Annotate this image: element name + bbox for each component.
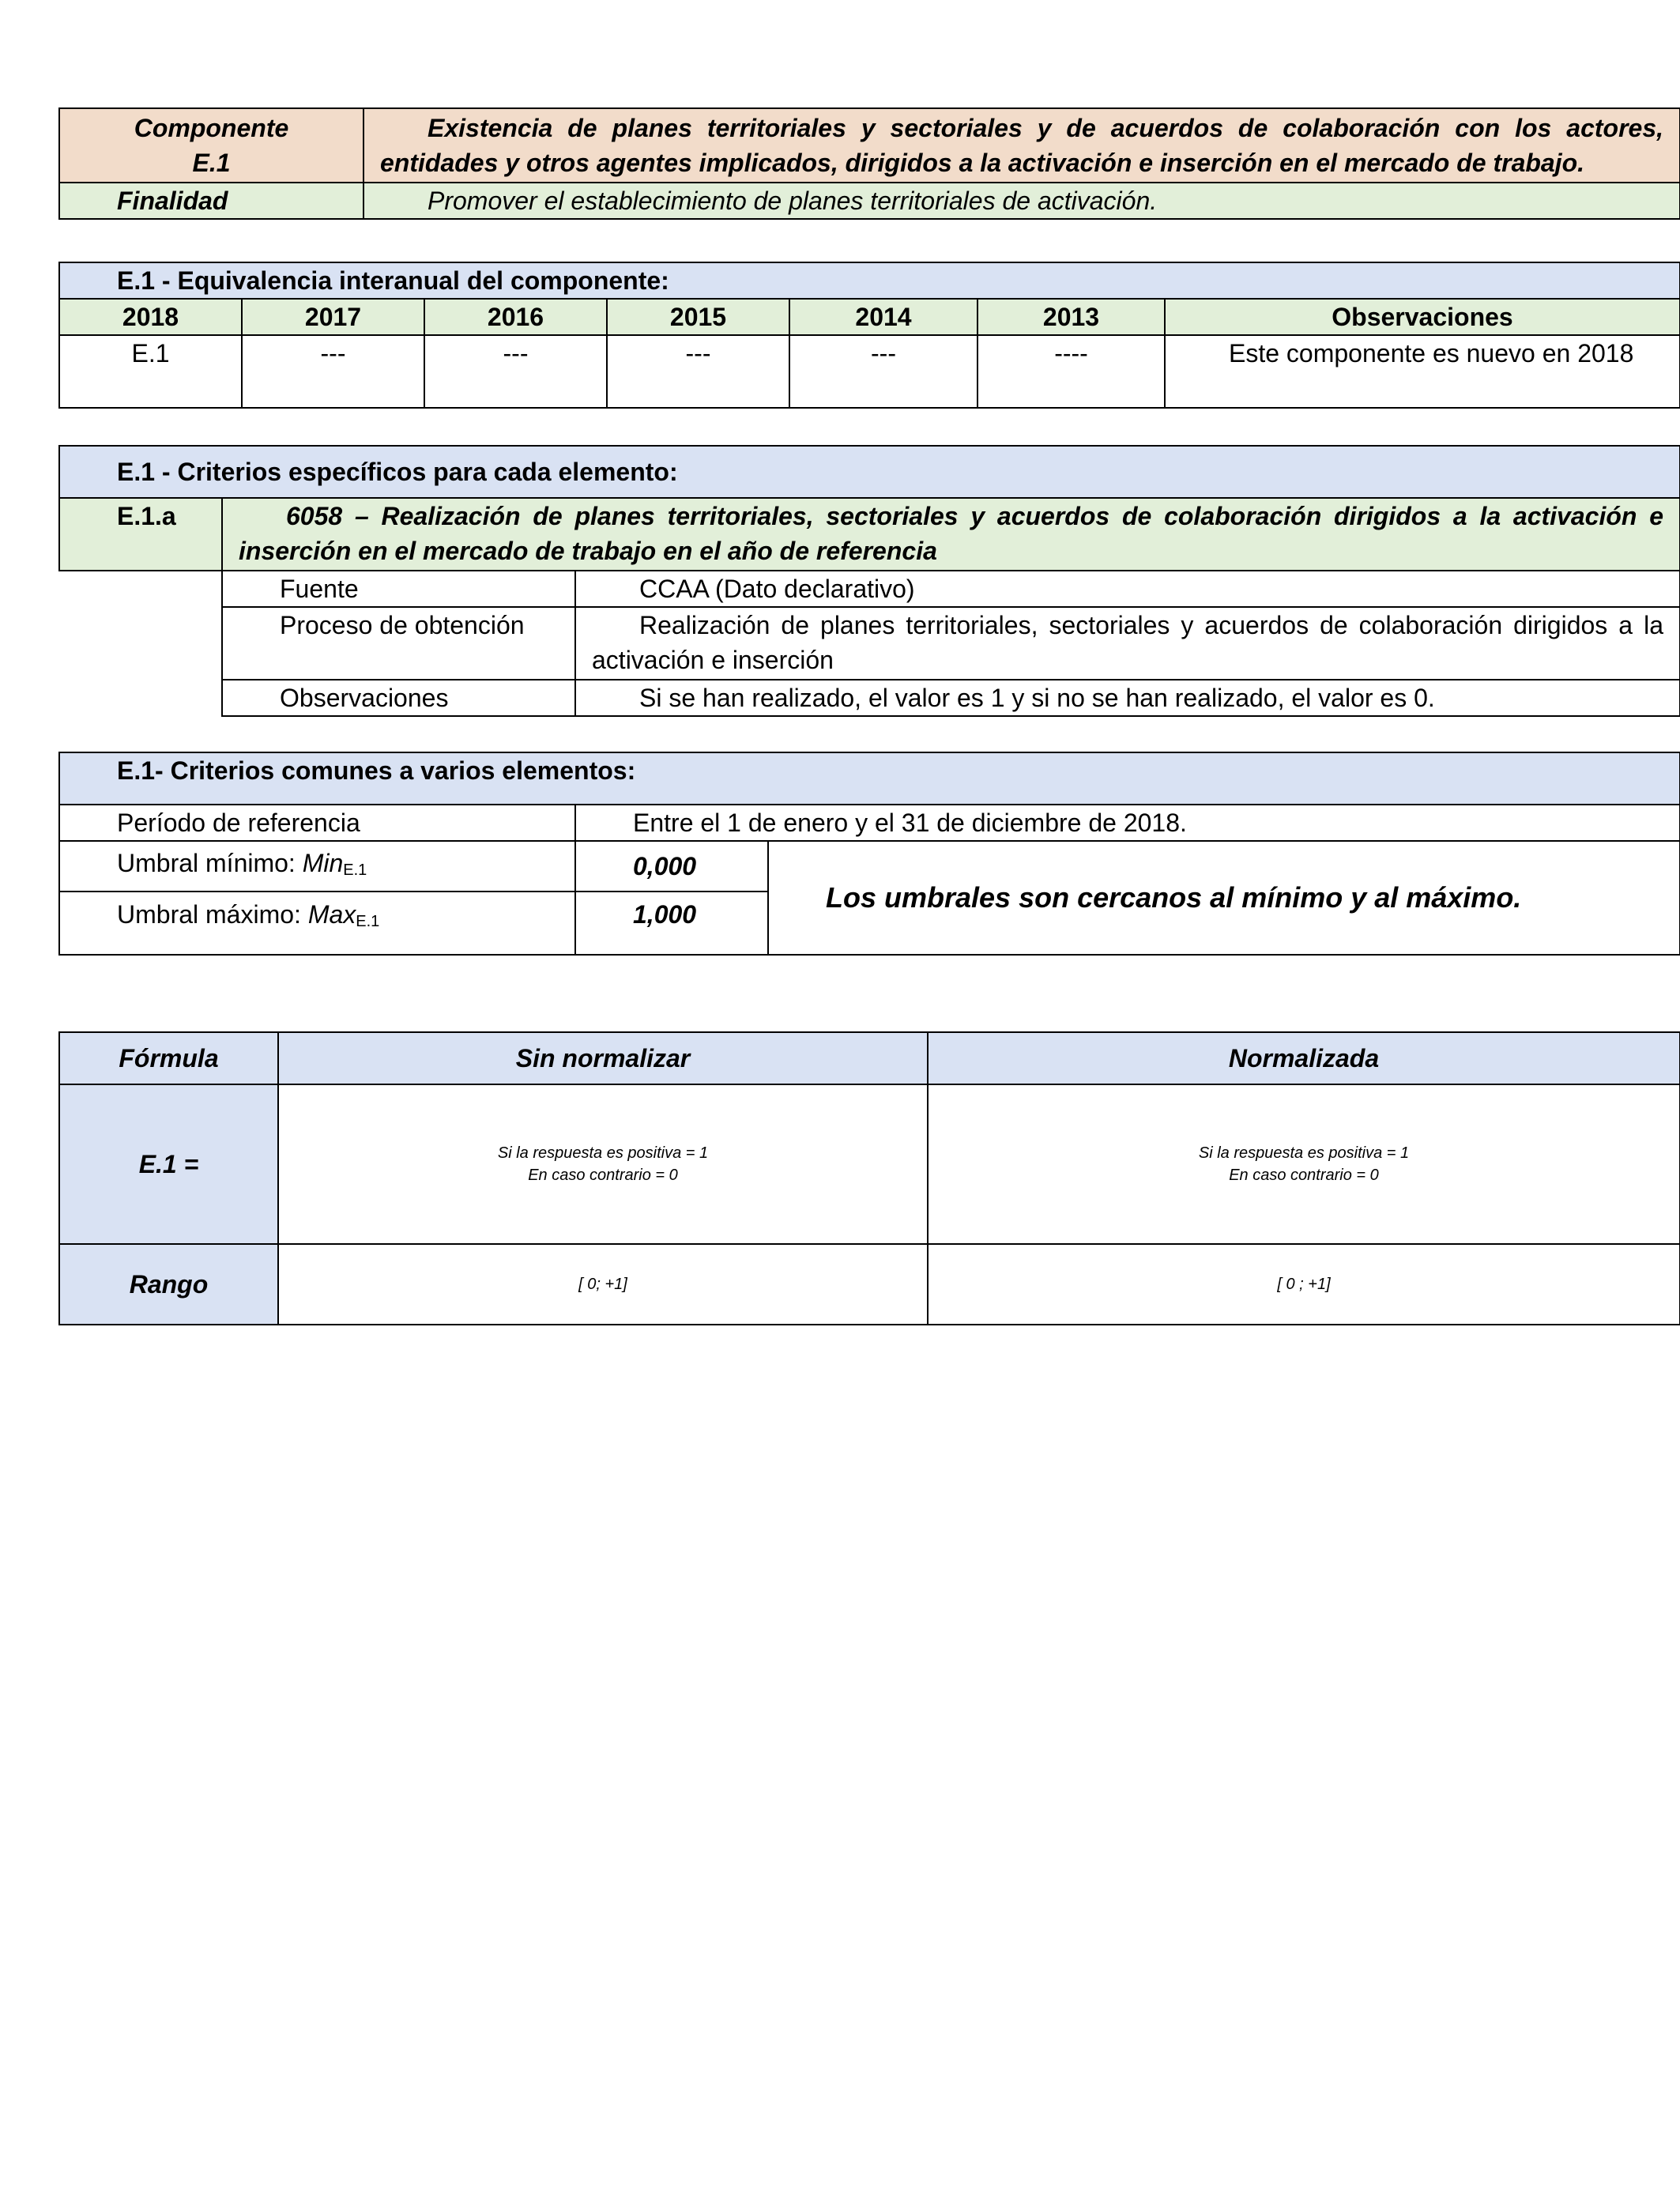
formula-norm-line2: En caso contrario = 0 xyxy=(1229,1167,1379,1184)
max-value: 1,000 xyxy=(575,892,768,955)
equiv-header-2016: 2016 xyxy=(424,299,607,335)
equiv-value-2016: --- xyxy=(424,335,607,408)
element-title: 6058 – Realización de planes territoriales, sectoriales y acuerdos de colaboración dirigidos a la activación e inserción en el mercado de trabajo en el año de referencia xyxy=(222,498,1680,571)
component-label-line2: E.1 xyxy=(192,149,231,177)
spacer-cell xyxy=(59,607,222,680)
periodo-label: Período de referencia xyxy=(59,805,575,841)
equiv-header-2014: 2014 xyxy=(789,299,977,335)
periodo-value: Entre el 1 de enero y el 31 de diciembre de 2018. xyxy=(575,805,1680,841)
equiv-value-2015: --- xyxy=(607,335,789,408)
spacer-cell xyxy=(59,680,222,716)
umbrales-note: Los umbrales son cercanos al mínimo y al máximo. xyxy=(768,841,1680,955)
formula-col-formula: Fórmula xyxy=(59,1032,278,1084)
finalidad-label: Finalidad xyxy=(59,183,363,219)
observaciones-value: Si se han realizado, el valor es 1 y si no se han realizado, el valor es 0. xyxy=(575,680,1680,716)
observaciones-label: Observaciones xyxy=(222,680,575,716)
formula-col-norm: Normalizada xyxy=(928,1032,1680,1084)
equivalencia-heading: E.1 - Equivalencia interanual del componente: xyxy=(59,262,1680,299)
equiv-value-2018: E.1 xyxy=(59,335,242,408)
criterios-table xyxy=(58,445,1680,717)
component-title: Existencia de planes territoriales y sectoriales y de acuerdos de colaboración con los actores, entidades y otros agentes implicados, dirigidos a la activación e inserción en el mercado de trabajo. xyxy=(363,108,1680,183)
equiv-header-2018: 2018 xyxy=(59,299,242,335)
equiv-value-2014: --- xyxy=(789,335,977,408)
min-label-text: Umbral mínimo: xyxy=(117,848,303,877)
formula-sin-line2: En caso contrario = 0 xyxy=(528,1167,678,1184)
fuente-value: CCAA (Dato declarativo) xyxy=(575,571,1680,607)
rango-norm: [ 0 ; +1] xyxy=(928,1244,1680,1325)
formula-table xyxy=(58,1031,1680,1325)
min-var: Min xyxy=(302,848,344,877)
formula-sin-cell xyxy=(278,1084,928,1244)
equivalencia-table xyxy=(58,262,1680,409)
component-table xyxy=(58,107,1680,220)
equiv-header-2017: 2017 xyxy=(242,299,424,335)
component-label-line1: Componente xyxy=(134,114,289,142)
equiv-value-observaciones: Este componente es nuevo en 2018 xyxy=(1165,335,1680,408)
component-label xyxy=(59,108,363,183)
formula-norm-line1: Si la respuesta es positiva = 1 xyxy=(1198,1144,1410,1162)
max-label-text: Umbral máximo: xyxy=(117,900,308,929)
rango-label: Rango xyxy=(59,1244,278,1325)
max-var: Max xyxy=(307,900,356,929)
max-sub: E.1 xyxy=(356,913,380,930)
proceso-value: Realización de planes territoriales, sectoriales y acuerdos de colaboración dirigidos a la activación e inserción xyxy=(575,607,1680,680)
formula-norm-cell xyxy=(928,1084,1680,1244)
equiv-value-2013: ---- xyxy=(977,335,1165,408)
equiv-header-2015: 2015 xyxy=(607,299,789,335)
max-label xyxy=(59,892,575,955)
min-value: 0,000 xyxy=(575,841,768,892)
formula-col-sin: Sin normalizar xyxy=(278,1032,928,1084)
equiv-value-2017: --- xyxy=(242,335,424,408)
spacer-cell xyxy=(59,571,222,607)
equiv-header-2013: 2013 xyxy=(977,299,1165,335)
comunes-table xyxy=(58,752,1680,956)
fuente-label: Fuente xyxy=(222,571,575,607)
rango-sin: [ 0; +1] xyxy=(278,1244,928,1325)
proceso-label: Proceso de obtención xyxy=(222,607,575,680)
min-sub: E.1 xyxy=(343,861,367,879)
finalidad-text: Promover el establecimiento de planes territoriales de activación. xyxy=(363,183,1680,219)
equiv-header-observaciones: Observaciones xyxy=(1165,299,1680,335)
min-label xyxy=(59,841,575,892)
formula-row-label: E.1 = xyxy=(59,1084,278,1244)
criterios-heading: E.1 - Criterios específicos para cada elemento: xyxy=(59,446,1680,498)
formula-sin-line1: Si la respuesta es positiva = 1 xyxy=(497,1144,709,1162)
element-code: E.1.a xyxy=(59,498,222,571)
comunes-heading: E.1- Criterios comunes a varios elementos: xyxy=(59,752,1680,805)
